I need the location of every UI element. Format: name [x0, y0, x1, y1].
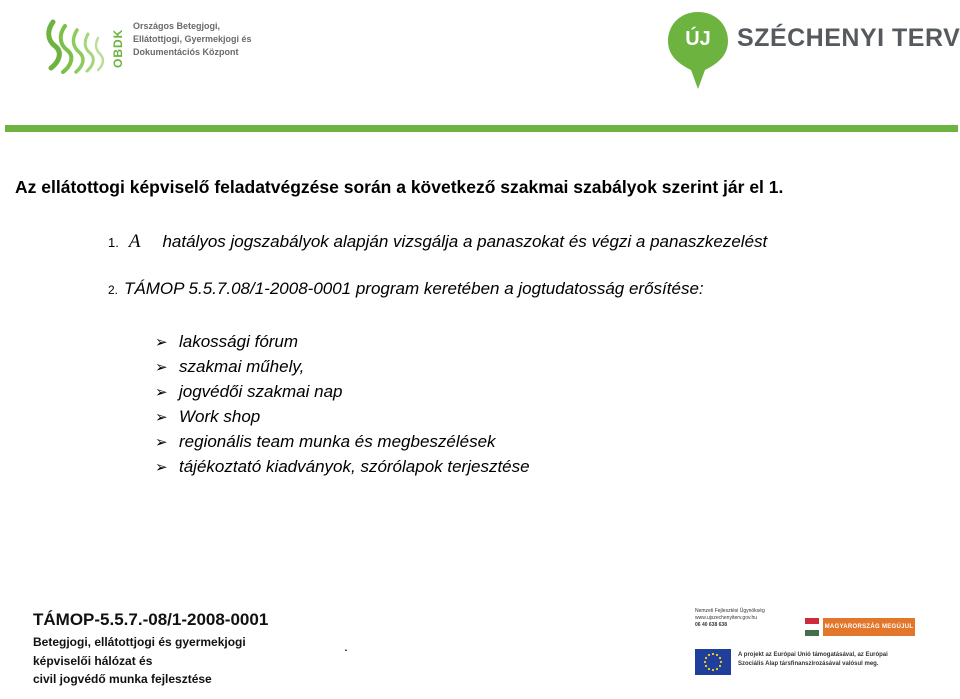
- obdk-line: Ellátottjogi, Gyermekjogi és: [133, 34, 252, 44]
- arrow-bullet-icon: ➢: [155, 334, 168, 351]
- list-item-text: jogvédői szakmai nap: [179, 382, 343, 401]
- list-item: [155, 454, 530, 479]
- numbered-item-2: [108, 279, 704, 299]
- arrow-bullet-icon: ➢: [155, 409, 168, 426]
- obdk-emblem-icon: [45, 16, 117, 80]
- arrow-bullet-icon: ➢: [155, 459, 168, 476]
- list-item: [155, 404, 530, 429]
- project-title-line: civil jogvédő munka fejlesztése: [33, 672, 212, 686]
- item-number: 1.: [108, 235, 119, 250]
- project-title-line: képviselői hálózat és: [33, 653, 153, 668]
- obdk-line: Dokumentációs Központ: [133, 47, 239, 57]
- nfu-line: Nemzeti Fejlesztési Ügynökség: [695, 608, 765, 614]
- arrow-bullet-icon: ➢: [155, 359, 168, 376]
- arrow-bullet-icon: ➢: [155, 434, 168, 451]
- funding-logos: [693, 606, 925, 690]
- list-item-text: tájékoztató kiadványok, szórólapok terjesztése: [179, 457, 530, 476]
- list-item-text: lakossági fórum: [179, 332, 299, 351]
- item-initial-letter: A: [128, 231, 141, 252]
- eu-funding-note: [738, 651, 923, 669]
- eu-funding-line: Szociális Alap társfinanszírozásával valósul meg.: [738, 661, 879, 667]
- uj-szechenyi-terv-logo: [665, 10, 960, 90]
- eu-flag-icon: [695, 649, 731, 675]
- nfu-line: www.ujszechenyiterv.gov.hu: [695, 615, 758, 621]
- green-divider: [5, 125, 958, 132]
- obdk-name: [133, 20, 263, 59]
- item-text: hatályos jogszabályok alapján vizsgálja a panaszokat és végzi a panaszkezelést: [162, 232, 768, 251]
- obdk-vertical-text: OBDK: [111, 28, 125, 68]
- magyarorszag-megujul-badge: MAGYARORSZÁG MEGÚJUL: [823, 618, 915, 636]
- list-item-text: Work shop: [179, 407, 261, 426]
- item-number: 2.: [108, 283, 119, 297]
- list-item: [155, 379, 530, 404]
- item-text: TÁMOP 5.5.7.08/1-2008-0001 program keretében a jogtudatosság erősítése:: [124, 279, 704, 298]
- list-item: [155, 354, 530, 379]
- list-item-text: regionális team munka és megbeszélések: [179, 432, 496, 451]
- footer-dot: .: [344, 638, 348, 654]
- project-code: TÁMOP-5.5.7.-08/1-2008-0001: [33, 610, 269, 629]
- project-title: [33, 633, 333, 689]
- bullet-list: [155, 329, 530, 479]
- arrow-bullet-icon: ➢: [155, 384, 168, 401]
- obdk-logo: [45, 16, 260, 80]
- nfu-line: 06 40 638 638: [695, 622, 727, 628]
- pin-label: ÚJ: [685, 28, 711, 50]
- list-item: [155, 329, 530, 354]
- list-item-text: szakmai műhely,: [179, 357, 305, 376]
- project-title-line: Betegjogi, ellátottjogi és gyermekjogi: [33, 635, 246, 649]
- page-heading: Az ellátottogi képviselő feladatvégzése során a következő szakmai szabályok szerint jár el 1.: [15, 177, 784, 197]
- hungarian-flag-icon: [805, 618, 819, 636]
- list-item: [155, 429, 530, 454]
- numbered-item-1: [108, 231, 767, 253]
- nfu-contact: [695, 608, 795, 629]
- szechenyi-wordmark: SZÉCHENYI TERV: [737, 24, 960, 52]
- eu-funding-line: A projekt az Európai Unió támogatásával, az Európai: [738, 652, 888, 658]
- obdk-line: Országos Betegjogi,: [133, 21, 221, 31]
